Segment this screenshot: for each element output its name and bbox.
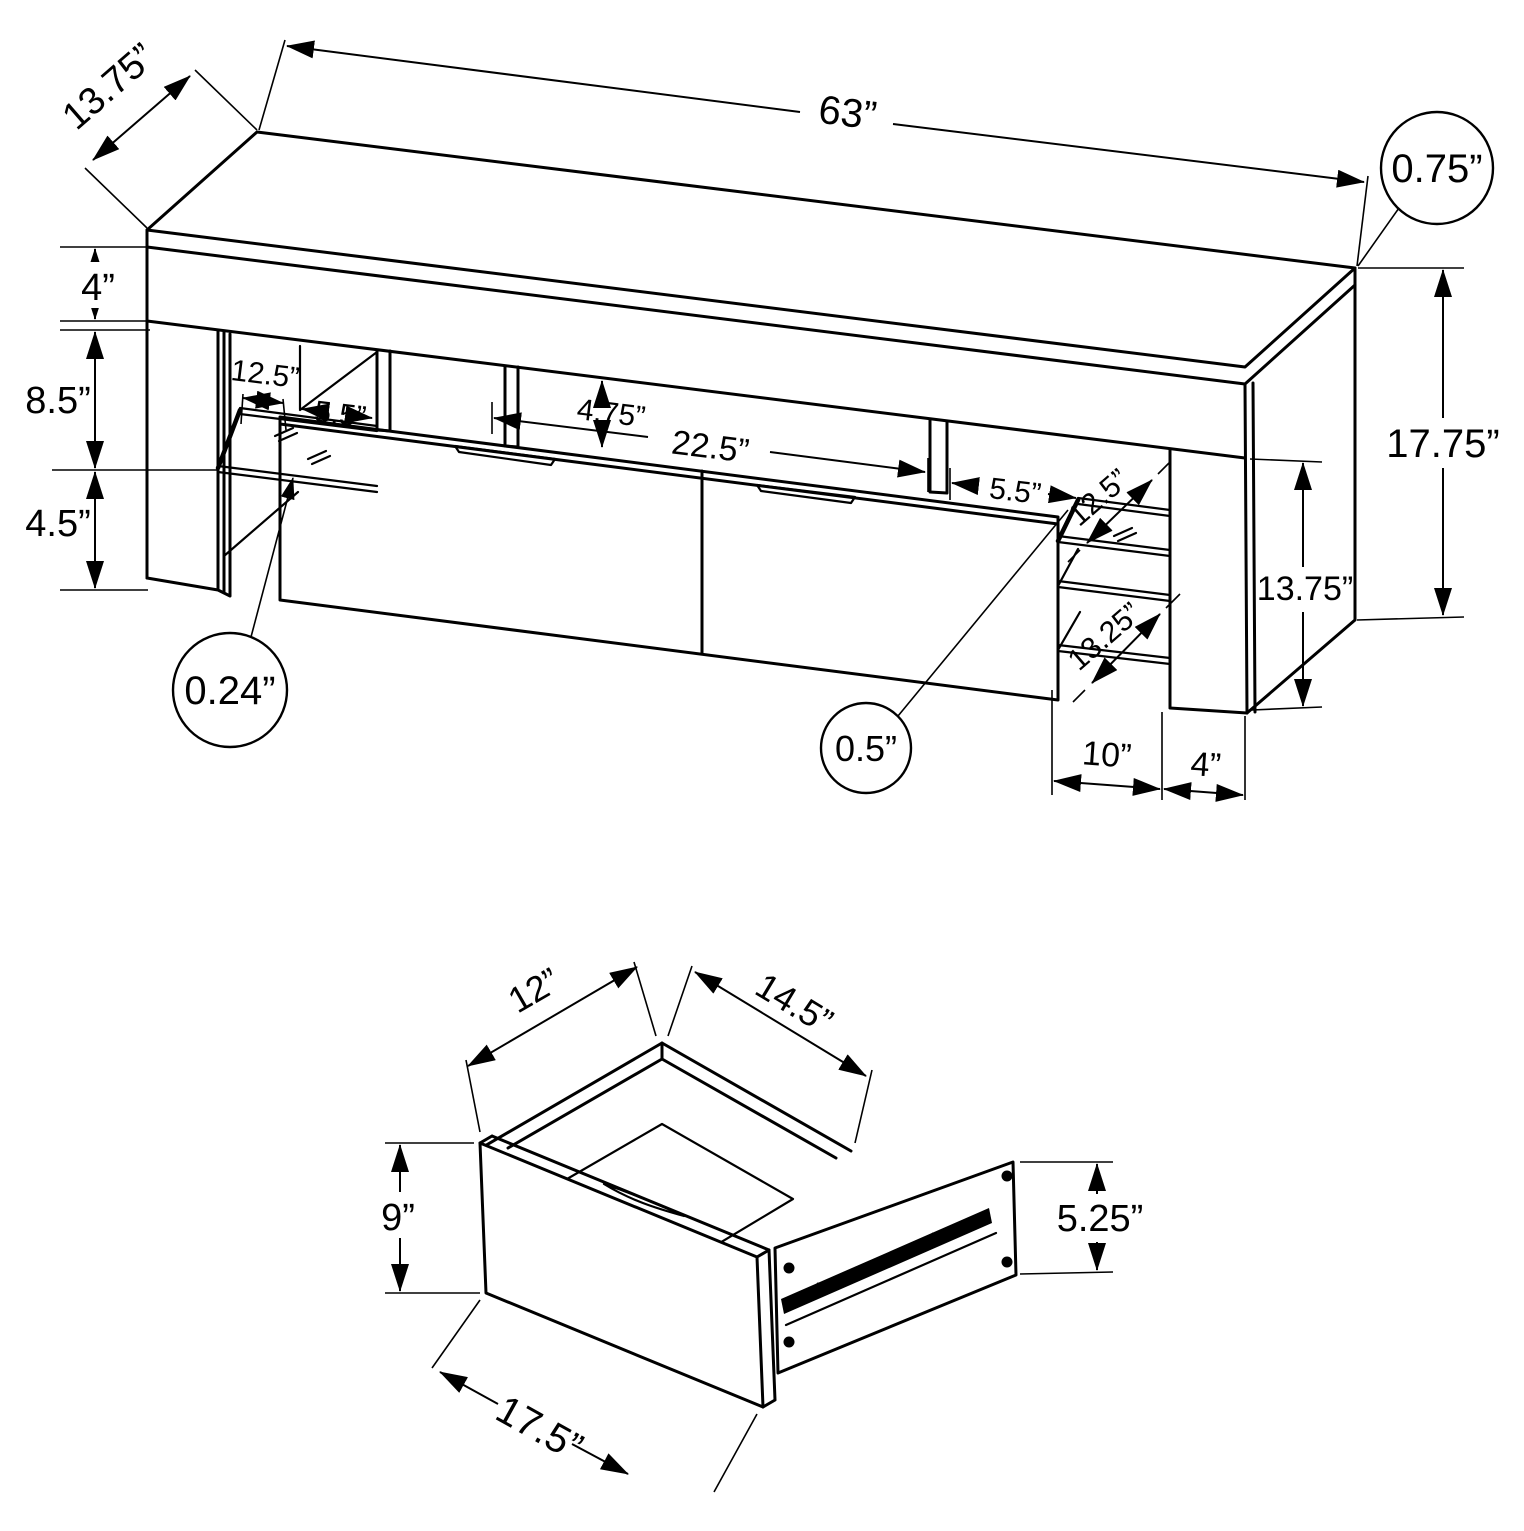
dim-label: 17.75”: [1386, 422, 1500, 466]
dim-label-apron: 4”: [81, 267, 115, 309]
dim-label: 13.75”: [1256, 570, 1354, 608]
drawer-view: [381, 959, 1143, 1492]
dim-label-below-shelf: 4.5”: [25, 503, 91, 545]
dim-label: 63”: [816, 87, 879, 139]
dim-label: 5.25”: [1056, 1198, 1144, 1240]
dim-label: 0.75”: [1391, 147, 1483, 191]
screw-hole: [784, 1263, 795, 1274]
dim-label: 17.5”: [488, 1387, 590, 1470]
screw-hole: [1002, 1171, 1013, 1182]
dim-label: 9”: [381, 1197, 415, 1239]
divider-1: [377, 350, 390, 431]
dim-label: 12.5”: [229, 354, 302, 396]
lower-shelf-edge: [1058, 549, 1170, 601]
dim-bay-width: [1052, 690, 1162, 800]
screw-hole: [1002, 1257, 1013, 1268]
dim-label: 0.24”: [184, 669, 276, 713]
shelf-front-edge: [218, 466, 377, 492]
dim-label: 4.75”: [575, 393, 648, 435]
dim-label: 5.5”: [987, 472, 1043, 512]
dim-label: 10”: [1080, 734, 1133, 776]
dim-inner-depth: [466, 959, 656, 1132]
drawer-side-panel: [775, 1162, 1016, 1373]
dim-label: 13.75”: [54, 35, 164, 139]
dim-label: 5.5”: [312, 395, 368, 435]
tabletop-top-face: [147, 132, 1355, 367]
callout-top-thickness: [1358, 112, 1493, 266]
dim-left-stack: [25, 247, 218, 590]
dim-label: 4”: [1189, 745, 1223, 786]
dim-label: 13.25”: [1061, 596, 1148, 678]
divider-2: [505, 366, 518, 447]
rim-inner-edge: [508, 1043, 836, 1158]
center-support: [930, 419, 947, 493]
callout-panel-gap: [821, 510, 1068, 793]
drawer-front-panel: [480, 1136, 775, 1407]
dim-total-height: [1357, 268, 1500, 620]
dim-side-height: [1020, 1162, 1143, 1274]
drawer-handle-notch-left: [455, 446, 555, 465]
dim-label-shelf-space: 8.5”: [25, 380, 91, 422]
dim-front-height: [381, 1143, 480, 1293]
dim-opening-height: [575, 381, 647, 447]
dim-label: 12.5”: [1062, 462, 1136, 533]
callout-glass-thickness: [173, 478, 293, 747]
tv-stand-view: [25, 36, 1499, 800]
glass-hatch-marks: [1114, 528, 1136, 541]
dim-inner-width: [668, 965, 872, 1143]
right-leg: [1170, 449, 1247, 713]
dim-label: 12”: [500, 959, 567, 1021]
side-panel-face: [775, 1162, 1016, 1373]
dim-label: 14.5”: [748, 964, 841, 1042]
screw-hole: [784, 1337, 795, 1348]
front-panel-face: [480, 1143, 763, 1407]
dim-label: 0.5”: [834, 728, 898, 769]
glass-hatch-marks: [275, 428, 330, 464]
dim-label: 22.5”: [669, 423, 752, 471]
dim-leg-width: [1164, 716, 1245, 800]
dim-lower-shelf-depth: [1062, 594, 1180, 702]
dim-leg-clear-height: [1250, 459, 1353, 710]
